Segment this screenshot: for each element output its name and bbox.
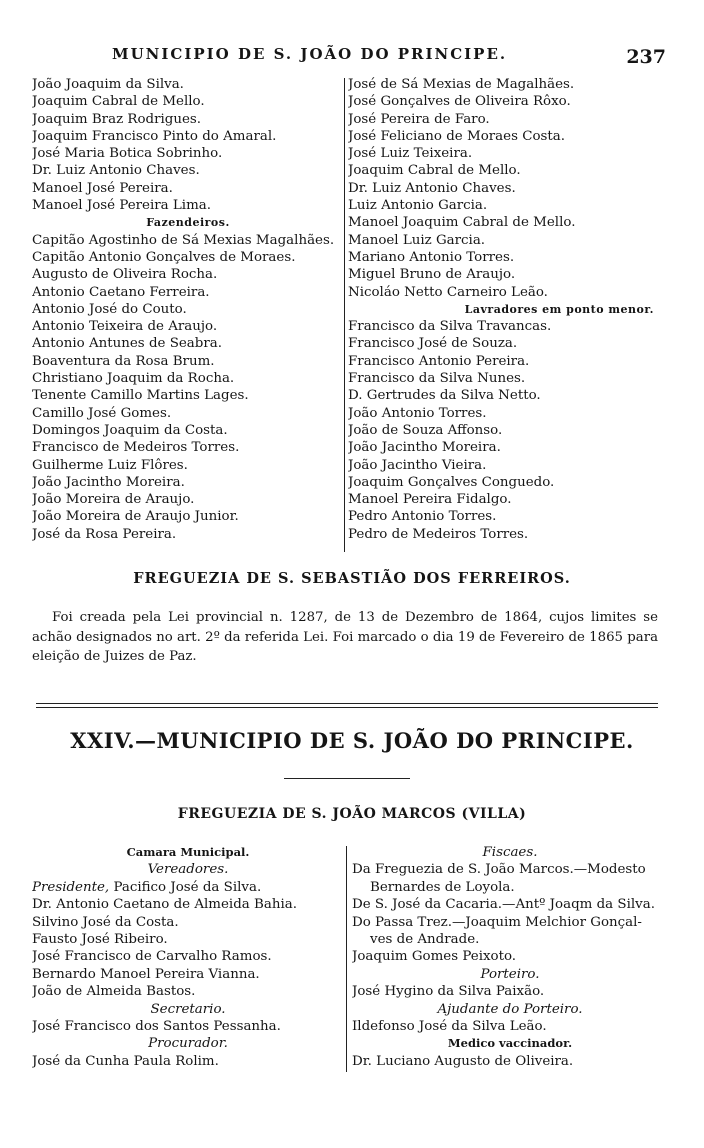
list-item: Augusto de Oliveira Rocha. [32, 267, 218, 283]
running-title: MUNICIPIO DE S. JOÃO DO PRINCIPE. [112, 45, 508, 63]
list-item: João Jacintho Moreira. [348, 440, 501, 456]
list-item: Joaquim Cabral de Mello. [32, 94, 205, 110]
ajudante-label: Ajudante do Porteiro. [437, 1001, 583, 1017]
list-item: João Antonio Torres. [348, 405, 487, 421]
list-item: Francisco da Silva Nunes. [348, 371, 526, 387]
list-item: Pedro de Medeiros Torres. [348, 526, 529, 542]
list-item: Dr. Antonio Caetano de Almeida Bahia. [32, 897, 297, 913]
list-item: João Moreira de Araujo. [32, 492, 195, 508]
list-item: João Jacintho Moreira. [32, 474, 185, 490]
list-item: João Moreira de Araujo Junior. [32, 509, 239, 525]
upper-left-list-a [32, 76, 344, 214]
list-item: Capitão Agostinho de Sá Mexias Magalhães. [32, 232, 335, 248]
upper-right-list-b [348, 318, 662, 543]
list-item: José Maria Botica Sobrinho. [32, 146, 223, 162]
list-item: José Gonçalves de Oliveira Rôxo. [348, 94, 571, 110]
page-number: 237 [626, 46, 666, 68]
medico-label: Medico vaccinador. [447, 1036, 573, 1051]
list-item: Dr. Luiz Antonio Chaves. [348, 180, 516, 196]
list-item: Manoel Luiz Garcia. [348, 232, 486, 248]
list-item: Dr. Luiz Antonio Chaves. [32, 163, 200, 179]
list-item: Manoel José Pereira Lima. [32, 198, 212, 214]
camara-heading: Camara Municipal. [126, 845, 250, 859]
list-item: José Francisco de Carvalho Ramos. [32, 949, 272, 965]
list-item: Domingos Joaquim da Costa. [32, 422, 228, 438]
list-item: Miguel Bruno de Araujo. [348, 267, 516, 283]
list-item: Nicoláo Netto Carneiro Leão. [348, 284, 548, 300]
double-rule-divider [36, 703, 658, 708]
lower-column-divider [346, 846, 347, 1072]
vereadores-list [32, 896, 344, 1000]
paragraph-text: Foi creada pela Lei provincial n. 1287, de 13 de Dezembro de 1864, cujos limites se achão designados no art. 2º da referida Lei. Foi marcado o dia 19 de Fevereiro de 1865 para eleição de Juizes de Paz. [32, 610, 658, 664]
porteiro-label: Porteiro. [480, 966, 540, 982]
presidente-label: Presidente, [32, 879, 110, 895]
upper-right-column [348, 76, 662, 543]
chapter-title: XXIV.—MUNICIPIO DE S. JOÃO DO PRINCIPE. [70, 728, 634, 753]
vereadores-label: Vereadores. [147, 862, 229, 878]
list-item: Antonio Teixeira de Araujo. [32, 319, 218, 335]
list-item: Pedro Antonio Torres. [348, 509, 497, 525]
list-item: José da Rosa Pereira. [32, 526, 177, 542]
fiscal-line: Joaquim Gomes Peixoto. [352, 949, 517, 965]
list-item: Antonio Antunes de Seabra. [32, 336, 222, 352]
subheading-fazendeiros: Fazendeiros. [146, 216, 230, 230]
list-item: Joaquim Braz Rodrigues. [32, 111, 202, 127]
list-item: José Feliciano de Moraes Costa. [348, 128, 566, 144]
fiscal-line: Da Freguezia de S. João Marcos.—Modesto [352, 862, 646, 878]
fiscal-line: Bernardes de Loyola. [370, 879, 515, 895]
list-item: Mariano Antonio Torres. [348, 249, 515, 265]
secretario-label: Secretario. [150, 1001, 226, 1017]
secretario-name: José Francisco dos Santos Pessanha. [32, 1019, 281, 1035]
list-item: José Pereira de Faro. [348, 111, 490, 127]
list-item: Francisco José de Souza. [348, 336, 518, 352]
column-divider [344, 78, 345, 552]
list-item: Joaquim Gonçalves Conguedo. [348, 474, 555, 490]
list-item: Guilherme Luiz Flôres. [32, 457, 188, 473]
joao-marcos-heading: FREGUEZIA DE S. JOÃO MARCOS (VILLA) [177, 806, 527, 822]
list-item: Joaquim Francisco Pinto do Amaral. [32, 128, 277, 144]
list-item: Luiz Antonio Garcia. [348, 198, 488, 214]
fiscal-line: Do Passa Trez.—Joaquim Melchior Gonçal- [352, 914, 642, 930]
lower-right-column [352, 844, 668, 1070]
upper-right-list-a [348, 76, 662, 301]
list-item: João de Souza Affonso. [348, 422, 503, 438]
list-item: Manoel Joaquim Cabral de Mello. [348, 215, 576, 231]
subheading-lavradores: Lavradores em ponto menor. [464, 302, 654, 316]
porteiro-name: José Hygino da Silva Paixão. [352, 984, 545, 1000]
list-item: Francisco da Silva Travancas. [348, 319, 552, 335]
procurador-label: Procurador. [148, 1036, 228, 1052]
fiscal-line: ves de Andrade. [370, 932, 480, 948]
lower-left-column [32, 844, 344, 1070]
list-item: Fausto José Ribeiro. [32, 932, 168, 948]
medico-name: Dr. Luciano Augusto de Oliveira. [352, 1053, 574, 1069]
list-item: Manoel José Pereira. [32, 180, 173, 196]
list-item: Capitão Antonio Gonçalves de Moraes. [32, 249, 296, 265]
list-item: João de Almeida Bastos. [32, 984, 196, 1000]
list-item: Bernardo Manoel Pereira Vianna. [32, 966, 260, 982]
ajudante-name: Ildefonso José da Silva Leão. [352, 1019, 547, 1035]
list-item: Joaquim Cabral de Mello. [348, 163, 521, 179]
sebastiao-heading: FREGUEZIA DE S. SEBASTIÃO DOS FERREIROS. [133, 570, 571, 587]
list-item: Boaventura da Rosa Brum. [32, 353, 215, 369]
presidente-name: Pacifico José da Silva. [113, 879, 262, 895]
list-item: D. Gertrudes da Silva Netto. [348, 388, 541, 404]
list-item: Christiano Joaquim da Rocha. [32, 371, 235, 387]
list-item: José de Sá Mexias de Magalhães. [348, 77, 575, 92]
list-item: Camillo José Gomes. [32, 405, 172, 421]
list-item: Tenente Camillo Martins Lages. [32, 388, 249, 404]
upper-left-column [32, 76, 344, 543]
fiscal-line: De S. José da Cacaria.—Antº Joaqm da Silva. [352, 897, 655, 913]
list-item: Francisco de Medeiros Torres. [32, 440, 240, 456]
list-item: Antonio José do Couto. [32, 301, 187, 317]
short-rule-divider [284, 778, 410, 779]
list-item: Silvino José da Costa. [32, 914, 179, 930]
lower-columns [32, 844, 672, 1076]
list-item: João Jacintho Vieira. [348, 457, 487, 473]
list-item: João Joaquim da Silva. [32, 77, 184, 92]
fiscaes-label: Fiscaes. [482, 845, 538, 860]
list-item: José Luiz Teixeira. [348, 146, 473, 162]
upper-columns [32, 76, 662, 552]
procurador-name: José da Cunha Paula Rolim. [32, 1053, 219, 1069]
presidente-line [32, 879, 344, 896]
upper-left-list-b [32, 232, 344, 543]
sebastiao-paragraph [32, 608, 658, 667]
list-item: Antonio Caetano Ferreira. [32, 284, 210, 300]
list-item: Manoel Pereira Fidalgo. [348, 492, 512, 508]
list-item: Francisco Antonio Pereira. [348, 353, 530, 369]
